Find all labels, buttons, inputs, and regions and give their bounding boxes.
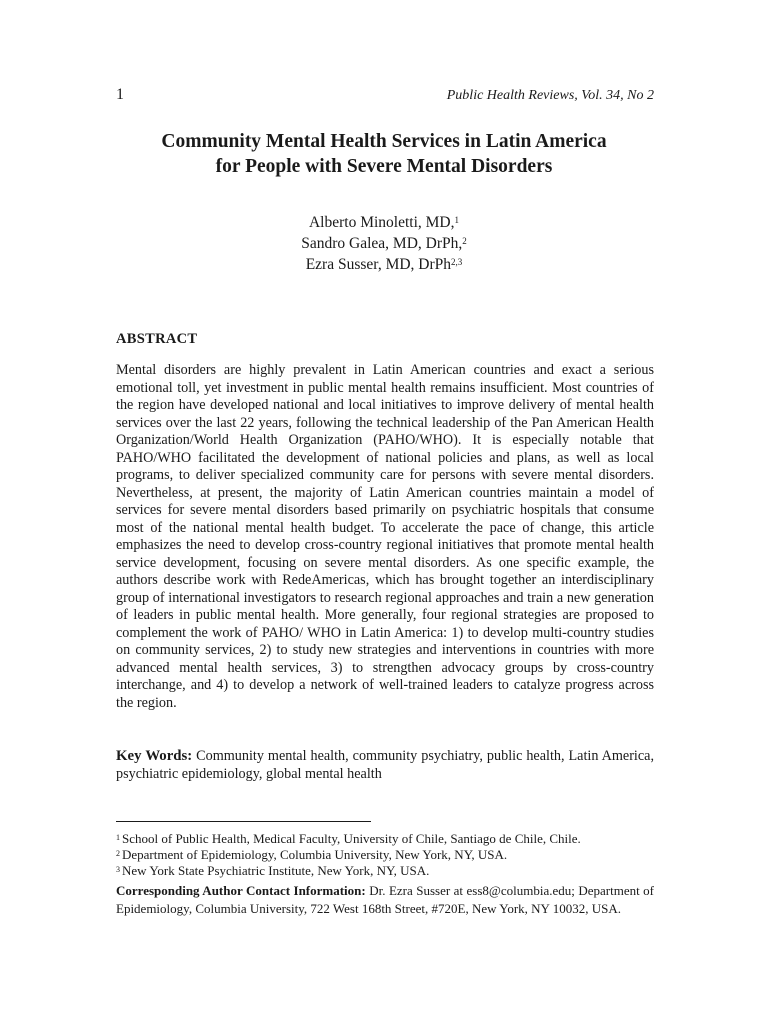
keywords-paragraph <box>116 748 654 783</box>
title-line-1: Community Mental Health Services in Latin America <box>161 131 607 152</box>
abstract-heading: ABSTRACT <box>116 331 198 347</box>
footnote-number: 1 <box>116 833 120 842</box>
author-name: Alberto Minoletti, MD, <box>308 214 455 231</box>
affiliation-footnotes <box>116 831 656 879</box>
title-line-2: for People with Severe Mental Disorders <box>215 156 553 177</box>
footnote-text: Department of Epidemiology, Columbia University, New York, NY, USA. <box>122 847 508 862</box>
footnote-number: 3 <box>116 865 120 874</box>
author-3 <box>60 254 708 275</box>
author-affiliation-mark: 1 <box>454 215 460 225</box>
page-number: 1 <box>116 86 124 103</box>
footnote-divider <box>116 821 371 822</box>
footnote-3 <box>116 863 656 879</box>
footnote-text: New York State Psychiatric Institute, New York, NY, USA. <box>122 863 430 878</box>
article-title <box>60 129 708 179</box>
author-affiliation-mark: 2,3 <box>451 257 463 267</box>
footnote-2 <box>116 847 656 863</box>
footnote-text: School of Public Health, Medical Faculty, University of Chile, Santiago de Chile, Chile. <box>122 831 581 846</box>
footnote-1 <box>116 831 656 847</box>
author-name: Sandro Galea, MD, DrPh, <box>301 235 463 252</box>
author-2 <box>60 233 708 254</box>
keywords-text: Community mental health, community psychiatry, public health, Latin America, psychiatric epidemiology, global mental health <box>116 748 654 782</box>
abstract-text: Mental disorders are highly prevalent in Latin American countries and exact a serious emotional toll, yet investment in public mental health remains insufficient. Most countries of the region have developed national and local initiatives to improve delivery of mental health services over the last 22 years, following the technical leadership of the Pan American Health Organization/World Health Organization (PAHO/WHO). It is especially notable that PAHO/WHO facilitated the development of national policies and plans, as well as local programs, to deliver specialized community care for persons with severe mental disorders. Nevertheless, at present, the majority of Latin American countries maintain a model of services for severe mental disorders based primarily on psychiatric hospitals that consume most of the national mental health budget. To accelerate the pace of change, this article emphasizes the need to develop cross-country regional initiatives that promote mental health service development, focusing on severe mental disorders. As one specific example, the authors describe work with RedeAmericas, which has brought together an interdisciplinary group of international investigators to research regional approaches and train a new generation of leaders in public mental health. More generally, four regional strategies are proposed to complement the work of PAHO/ WHO in Latin America: 1) to develop multi-country studies on community services, 2) to study new strategies and interventions in countries with more advanced mental health services, 3) to strengthen advocacy groups by cross-country interchange, and 4) to develop a network of well-trained leaders to catalyze progress across the region. <box>116 362 654 711</box>
footnote-number: 2 <box>116 849 120 858</box>
author-name: Ezra Susser, MD, DrPh <box>305 256 452 273</box>
correspondence-info <box>116 882 654 917</box>
author-affiliation-mark: 2 <box>462 236 467 246</box>
keywords-label: Key Words: <box>116 748 193 764</box>
author-1 <box>60 212 708 233</box>
correspondence-text: Dr. Ezra Susser at ess8@columbia.edu; Department of Epidemiology, Columbia University, 722 West 168th Street, #720E, New York, NY 10032, USA. <box>116 883 654 916</box>
correspondence-label: Corresponding Author Contact Information: <box>116 883 366 898</box>
author-list <box>60 212 708 275</box>
journal-running-head: Public Health Reviews, Vol. 34, No 2 <box>446 88 654 103</box>
